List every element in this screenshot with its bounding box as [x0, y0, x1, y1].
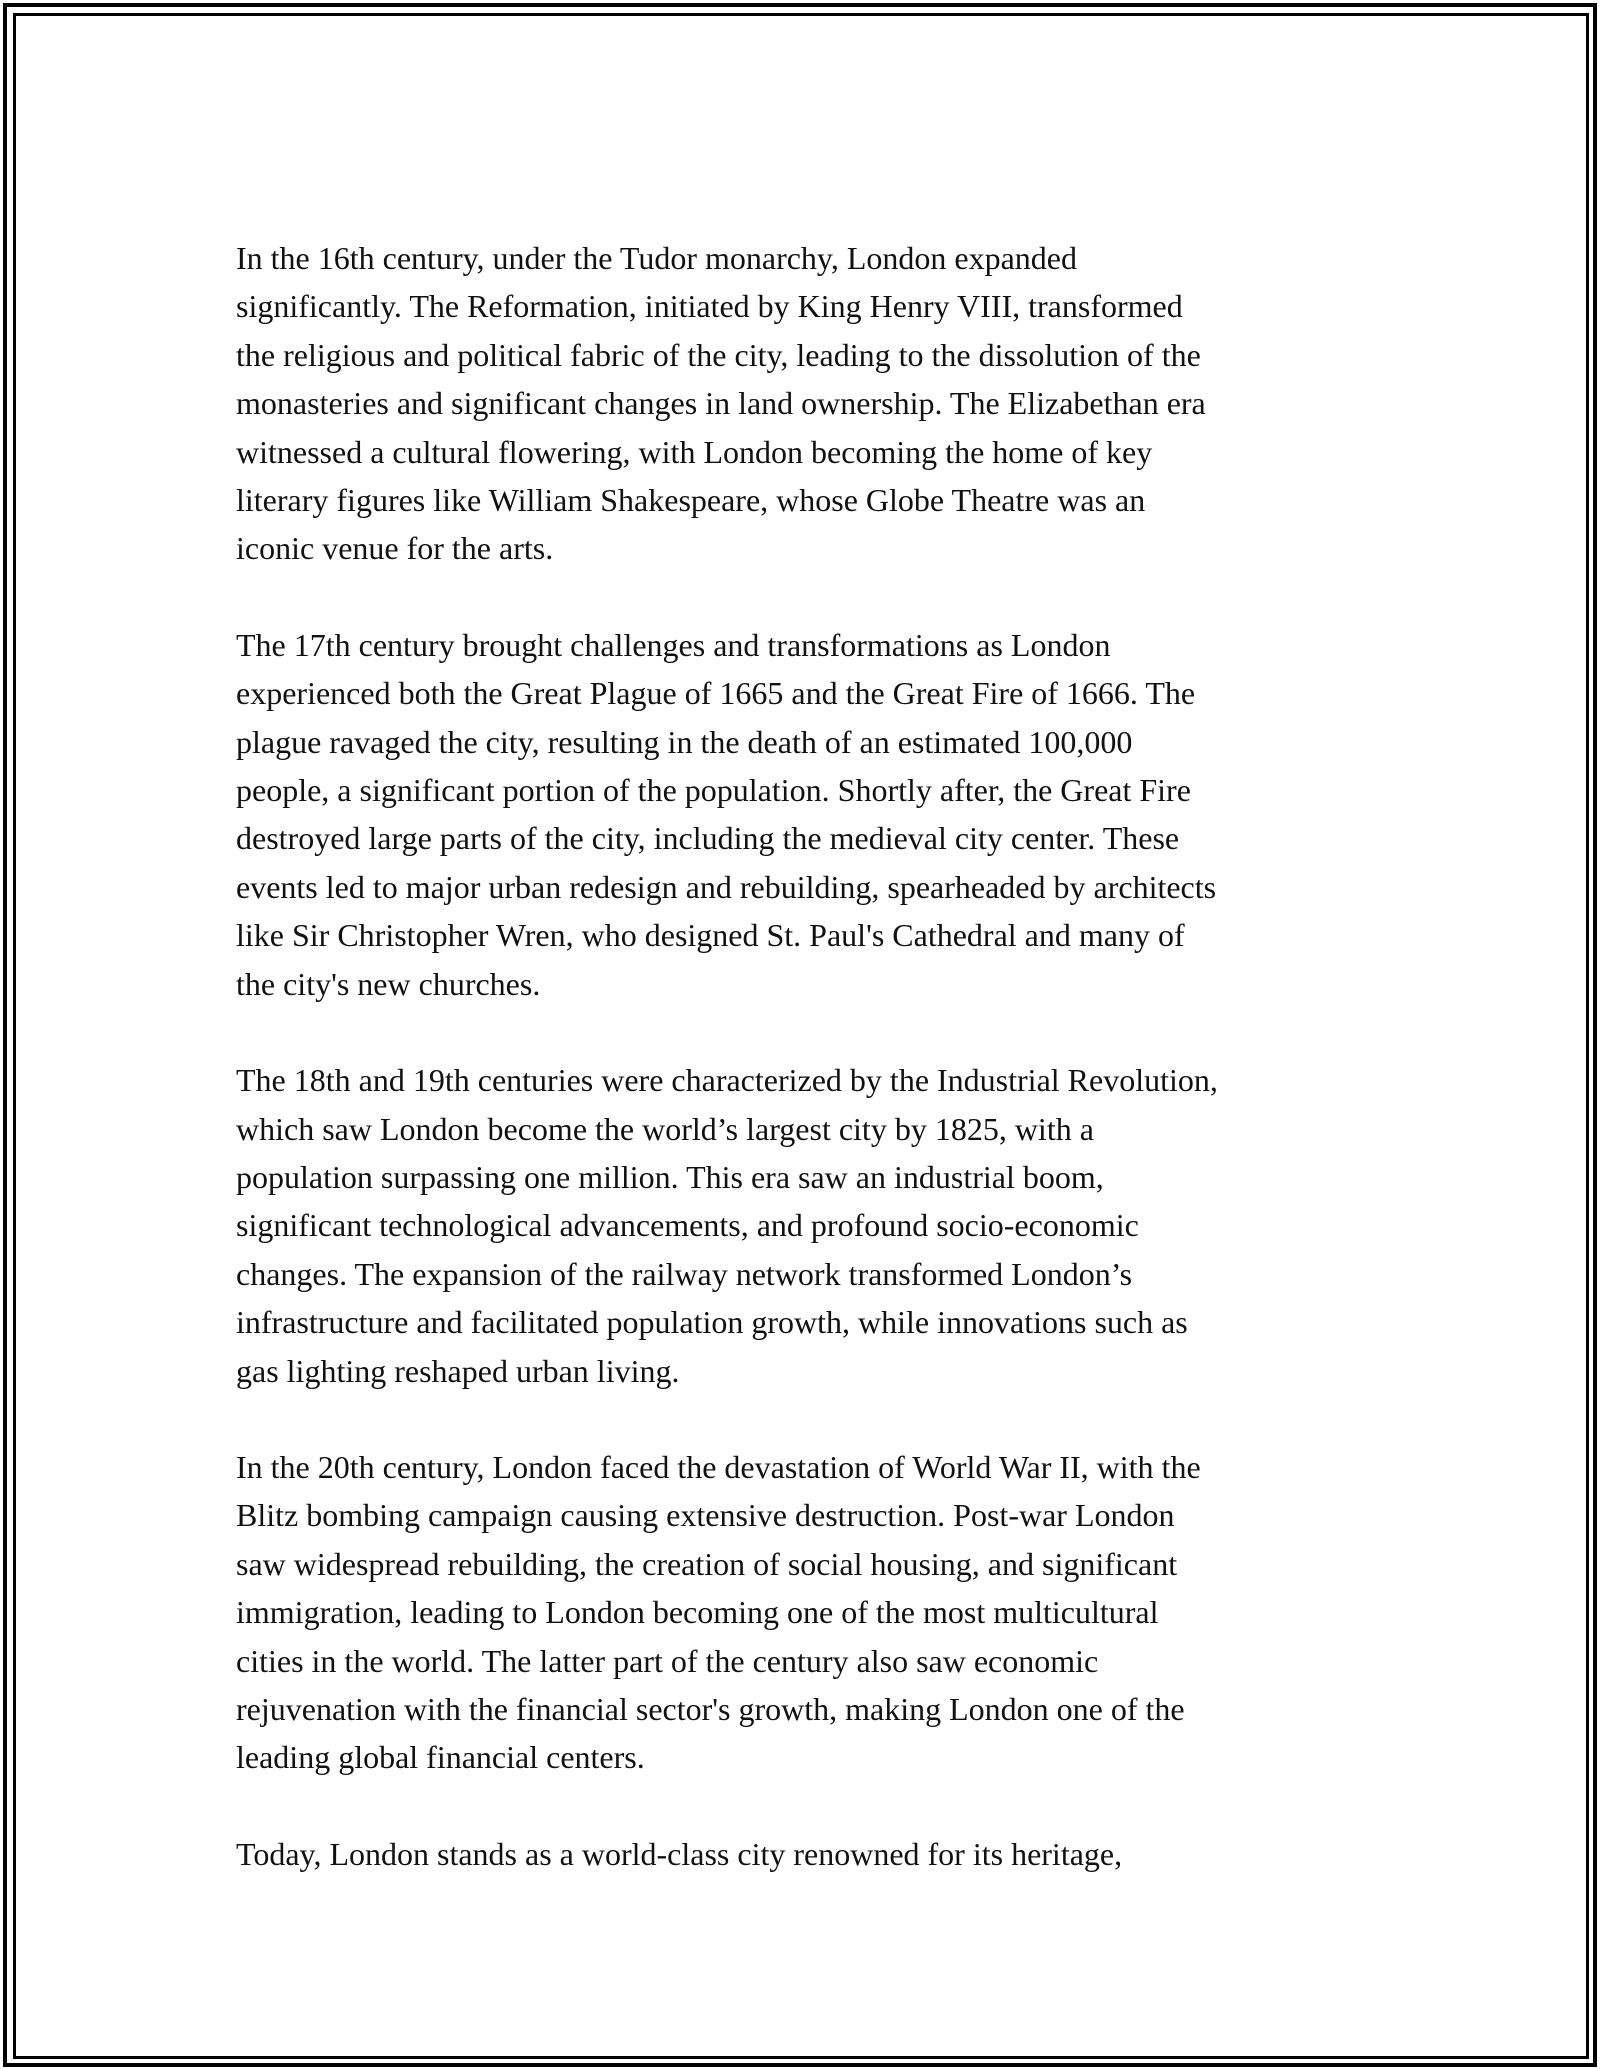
paragraph-20th-century — [236, 1443, 1366, 1782]
text-line: destroyed large parts of the city, including the medieval city center. These — [236, 820, 1180, 857]
text-line: rejuvenation with the financial sector's growth, making London one of the — [236, 1690, 1185, 1727]
text-line: iconic venue for the arts. — [236, 530, 554, 567]
text-line: which saw London become the world’s largest city by 1825, with a — [236, 1110, 1094, 1147]
document-body — [236, 234, 1366, 1926]
text-line: Today, London stands as a world-class city renowned for its heritage, — [236, 1835, 1123, 1872]
text-line: plague ravaged the city, resulting in the death of an estimated 100,000 — [236, 723, 1133, 760]
text-line: significant technological advancements, and profound socio-economic — [236, 1207, 1139, 1244]
text-line: events led to major urban redesign and rebuilding, spearheaded by architects — [236, 868, 1217, 905]
text-line: like Sir Christopher Wren, who designed St. Paul's Cathedral and many of — [236, 917, 1185, 954]
text-line: witnessed a cultural flowering, with London becoming the home of key — [236, 433, 1153, 470]
text-line: Blitz bombing campaign causing extensive destruction. Post-war London — [236, 1497, 1175, 1534]
text-line: the city's new churches. — [236, 965, 541, 1002]
text-line: In the 16th century, under the Tudor monarchy, London expanded — [236, 240, 1077, 276]
paragraph-today — [236, 1830, 1366, 1878]
text-line: leading global financial centers. — [236, 1739, 645, 1776]
text-line: monasteries and significant changes in land ownership. The Elizabethan era — [236, 385, 1206, 422]
text-line: the religious and political fabric of the city, leading to the dissolution of the — [236, 336, 1201, 373]
text-line: saw widespread rebuilding, the creation of social housing, and significant — [236, 1545, 1178, 1582]
paragraph-16th-century — [236, 234, 1366, 573]
text-line: literary figures like William Shakespeare, whose Globe Theatre was an — [236, 482, 1146, 519]
text-line: immigration, leading to London becoming one of the most multicultural — [236, 1594, 1159, 1631]
text-line: In the 20th century, London faced the devastation of World War II, with the — [236, 1448, 1201, 1485]
text-line: The 17th century brought challenges and transformations as London — [236, 626, 1111, 663]
text-line: cities in the world. The latter part of the century also saw economic — [236, 1642, 1099, 1679]
text-line: The 18th and 19th centuries were characterized by the Industrial Revolution, — [236, 1062, 1218, 1099]
text-line: population surpassing one million. This era saw an industrial boom, — [236, 1158, 1104, 1195]
text-line: people, a significant portion of the population. Shortly after, the Great Fire — [236, 772, 1191, 809]
text-line: infrastructure and facilitated population growth, while innovations such as — [236, 1304, 1188, 1341]
text-line: experienced both the Great Plague of 1665 and the Great Fire of 1666. The — [236, 675, 1196, 712]
paragraph-17th-century — [236, 621, 1366, 1008]
text-line: significantly. The Reformation, initiated by King Henry VIII, transformed — [236, 288, 1183, 325]
text-line: gas lighting reshaped urban living. — [236, 1352, 680, 1389]
text-line: changes. The expansion of the railway network transformed London’s — [236, 1255, 1133, 1292]
paragraph-18th-19th-century — [236, 1056, 1366, 1395]
